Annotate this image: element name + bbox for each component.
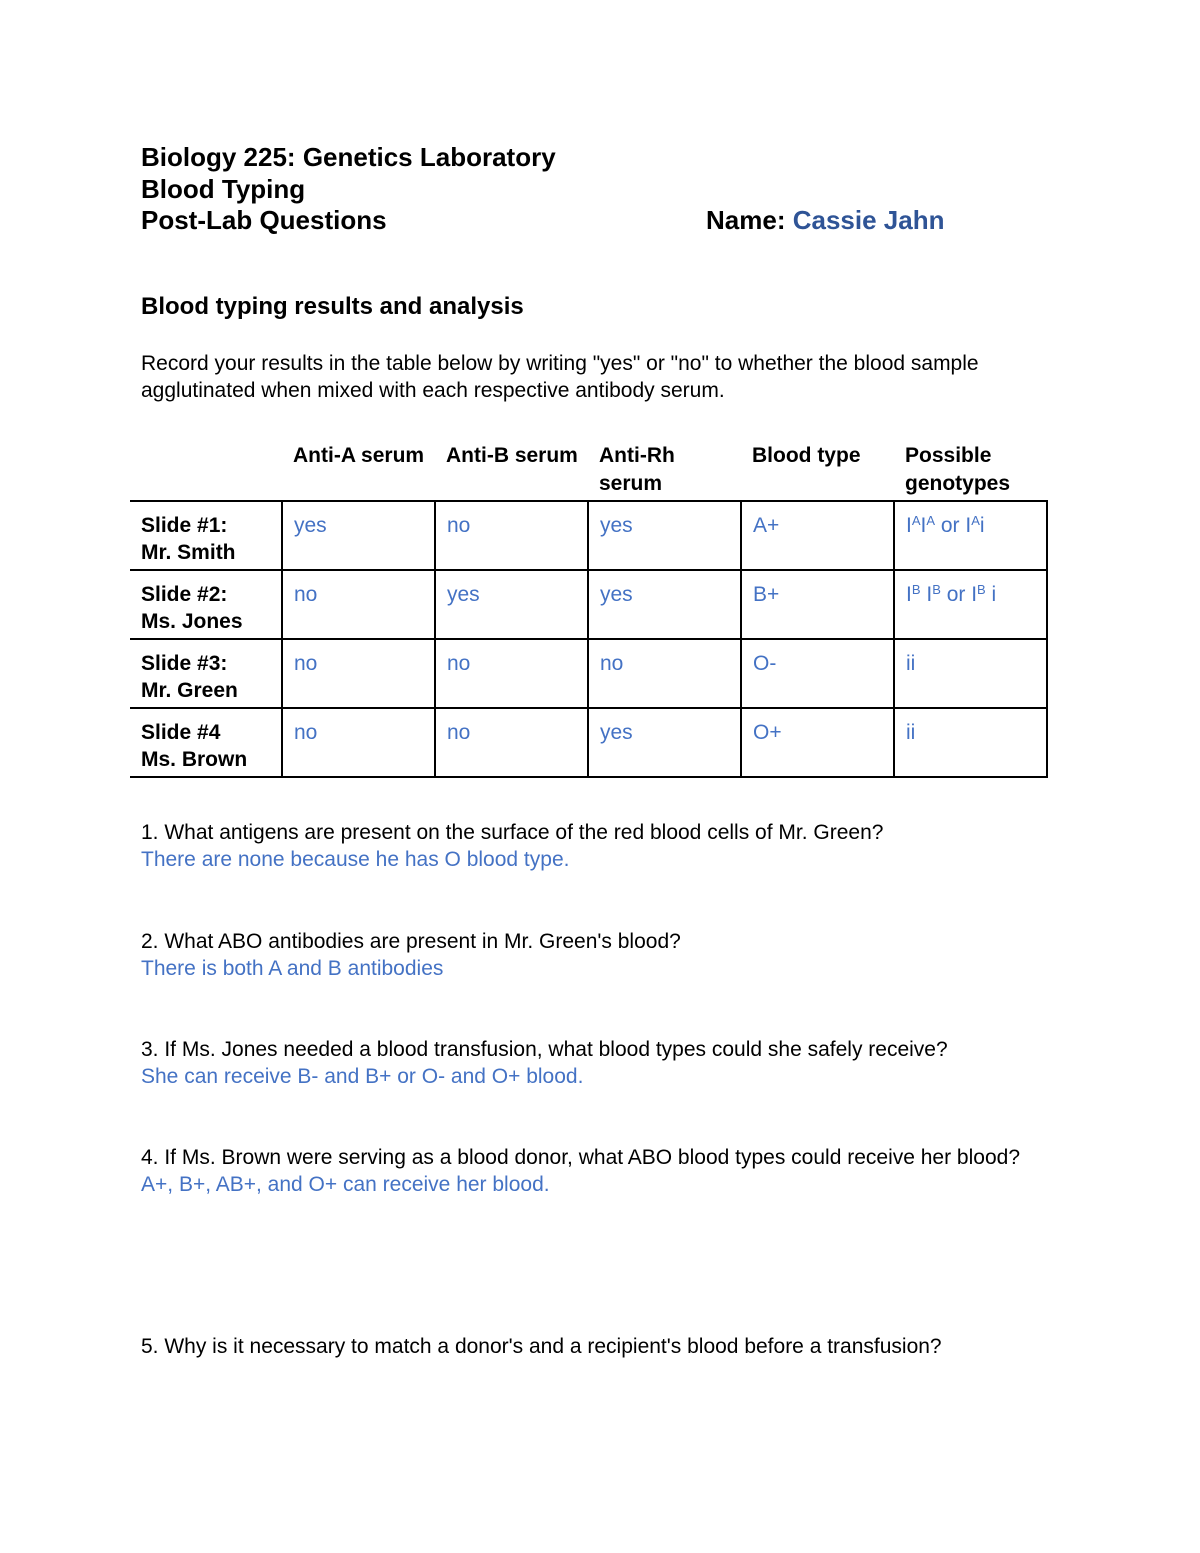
results-table [130, 440, 1048, 778]
genotype-cell: $I^B$ $I^B$ or $I^B$ i [894, 570, 1047, 639]
answer-text: A+, B+, AB+, and O+ can receive her blood. [141, 1173, 550, 1196]
row-label: Slide #2: Ms. Jones [130, 570, 282, 639]
anti-rh-cell: yes [588, 708, 741, 777]
question-text: 4. If Ms. Brown were serving as a blood donor, what ABO blood types could receive her blood? [141, 1146, 1020, 1169]
anti-rh-cell: yes [588, 570, 741, 639]
section-title: Blood typing results and analysis [141, 293, 524, 320]
student-name [706, 204, 944, 236]
column-header: Anti-A serum [293, 444, 425, 467]
anti-b-cell: no [435, 501, 588, 570]
answer-text: There are none because he has O blood type. [141, 848, 570, 871]
blood-type-cell: B+ [741, 570, 894, 639]
corner-cell [130, 440, 282, 501]
blood-type-cell: O- [741, 639, 894, 708]
anti-b-cell: yes [435, 570, 588, 639]
genotype-cell: ii [894, 708, 1047, 777]
table-row [130, 639, 1047, 708]
anti-a-cell: no [282, 708, 435, 777]
question-1 [141, 819, 1071, 873]
question-text: 1. What antigens are present on the surface of the red blood cells of Mr. Green? [141, 821, 884, 844]
blood-type-cell: A+ [741, 501, 894, 570]
column-header: Blood type [752, 444, 861, 467]
lab-title: Blood Typing [141, 174, 306, 204]
genotype-cell: $I^AI^A$ or $I^Ai$ [894, 501, 1047, 570]
anti-a-cell: no [282, 570, 435, 639]
table-row [130, 570, 1047, 639]
blood-type-cell: O+ [741, 708, 894, 777]
question-text: 3. If Ms. Jones needed a blood transfusion, what blood types could she safely receive? [141, 1038, 948, 1061]
anti-b-cell: no [435, 708, 588, 777]
anti-rh-cell: yes [588, 501, 741, 570]
table-row [130, 708, 1047, 777]
genotype-cell: ii [894, 639, 1047, 708]
question-text: 2. What ABO antibodies are present in Mr. Green's blood? [141, 930, 681, 953]
row-label: Slide #3: Mr. Green [130, 639, 282, 708]
table-row [130, 501, 1047, 570]
column-header: Anti-Rh serum [599, 444, 675, 495]
question-2 [141, 928, 1071, 982]
name-value: Cassie Jahn [792, 205, 945, 235]
answer-text: There is both A and B antibodies [141, 957, 444, 980]
question-5 [141, 1333, 1071, 1360]
page-subtitle: Post-Lab Questions [141, 205, 387, 235]
anti-a-cell: yes [282, 501, 435, 570]
row-label: Slide #4 Ms. Brown [130, 708, 282, 777]
column-header: Possible genotypes [905, 444, 1011, 495]
row-label: Slide #1: Mr. Smith [130, 501, 282, 570]
name-label: Name: [706, 205, 786, 235]
anti-b-cell: no [435, 639, 588, 708]
answer-text: She can receive B- and B+ or O- and O+ blood. [141, 1065, 584, 1088]
table-header-row [130, 440, 1047, 501]
anti-rh-cell: no [588, 639, 741, 708]
question-text: 5. Why is it necessary to match a donor's and a recipient's blood before a transfusion? [141, 1335, 942, 1358]
question-3 [141, 1036, 1071, 1090]
instructions: Record your results in the table below by writing "yes" or "no" to whether the blood sample agglutinated when mixed with each respective antibody serum. [141, 352, 979, 402]
course-title: Biology 225: Genetics Laboratory [141, 142, 556, 172]
question-4 [141, 1144, 1071, 1198]
column-header: Anti-B serum [446, 444, 578, 467]
anti-a-cell: no [282, 639, 435, 708]
